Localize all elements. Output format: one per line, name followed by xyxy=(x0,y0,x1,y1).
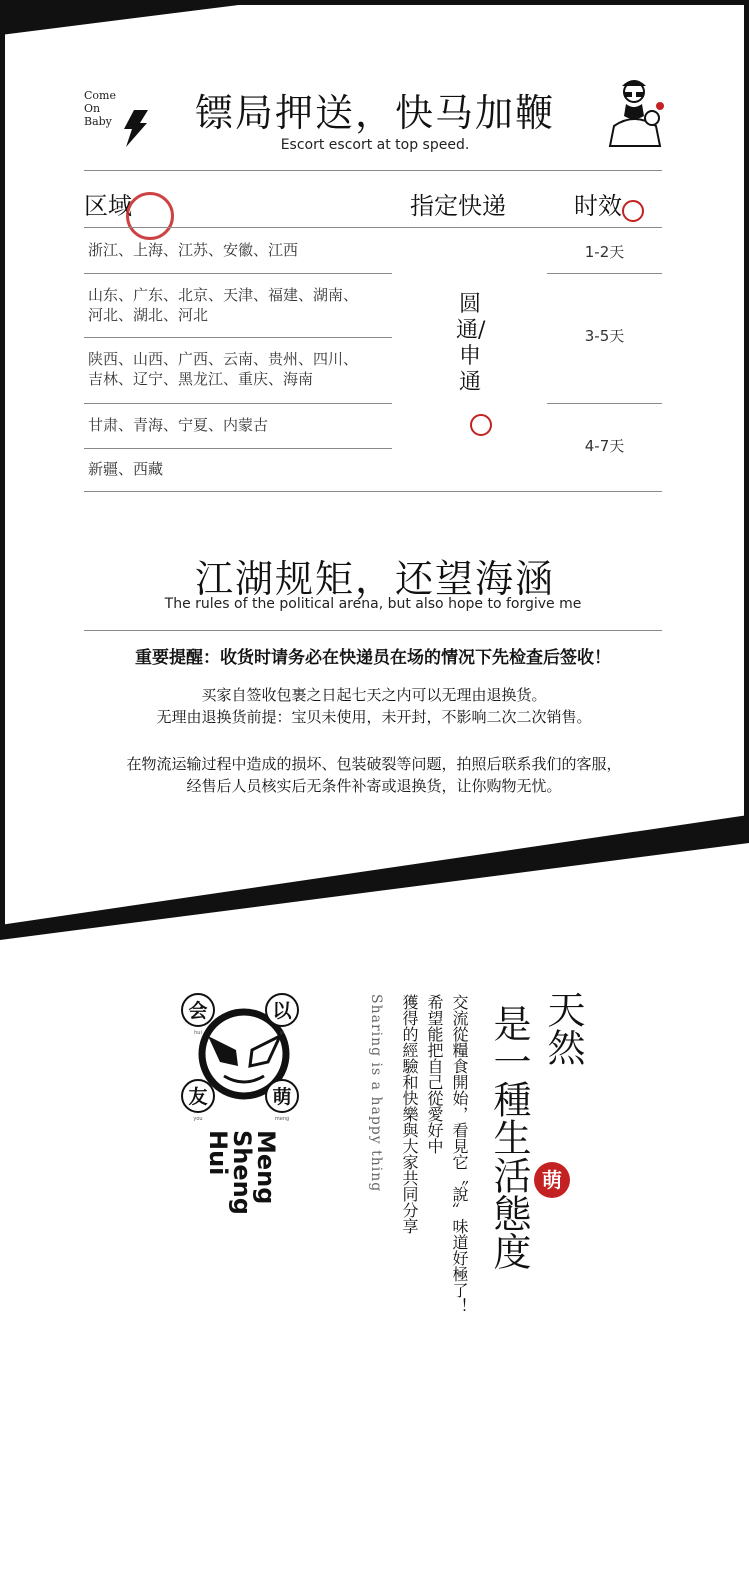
logo-pinyin: meng xyxy=(274,1116,290,1122)
table-top-rule xyxy=(84,170,662,171)
poem-col-gain: 獲得的經驗和快樂與大家共同分享 xyxy=(400,994,419,1234)
poem-col-natural: 天然 xyxy=(541,990,585,1066)
region-red-stamp xyxy=(126,192,174,240)
region-row-2 xyxy=(88,285,358,325)
time-row-2: 3-5天 xyxy=(584,327,625,345)
poem-col-attitude: 是一種生活態度 xyxy=(487,1004,531,1270)
brand-name-line: Sheng xyxy=(228,1130,256,1215)
region-row-1 xyxy=(88,240,298,260)
time-red-stamp xyxy=(622,200,644,222)
region-divider xyxy=(84,337,392,338)
meng-red-seal: 萌 xyxy=(534,1162,570,1198)
time-row-3: 4-7天 xyxy=(584,437,625,455)
time-row-1: 1-2天 xyxy=(584,243,625,261)
logo-char: 萌 xyxy=(272,1086,292,1108)
time-divider xyxy=(547,273,662,274)
rules-rule xyxy=(84,630,662,631)
region-row-4 xyxy=(88,415,268,435)
important-notice: 重要提醒：收货时请务必在快递员在场的情况下先检查后签收！ xyxy=(135,648,611,668)
damage-policy xyxy=(70,753,678,797)
policy-line: 经售后人员核实后无条件补寄或退换货，让你购物无忧。 xyxy=(186,777,562,795)
time-divider xyxy=(547,403,662,404)
page-subtitle: Escort escort at top speed. xyxy=(280,137,470,153)
poem-col-hope: 希望能把自己從愛好中 xyxy=(425,994,444,1154)
table-bottom-rule xyxy=(84,491,662,492)
region-line: 山东、广东、北京、天津、福建、湖南、 xyxy=(88,286,359,304)
policy-line: 在物流运输过程中造成的损坏、包装破裂等问题，拍照后联系我们的客服， xyxy=(126,755,622,773)
logo-pinyin: you xyxy=(193,1116,203,1122)
rules-subtitle: The rules of the political arena, but also hope to forgive me xyxy=(164,596,582,612)
page-title: 镖局押送，快马加鞭 xyxy=(194,91,555,135)
return-policy xyxy=(70,684,678,728)
baby-word: Baby xyxy=(84,115,112,128)
policy-line: 买家自签收包裹之日起七天之内可以无理由退换货。 xyxy=(201,686,547,704)
table-header-rule xyxy=(84,227,662,228)
brand-name-line: Hui xyxy=(204,1130,232,1176)
region-row-3 xyxy=(88,349,358,389)
page-title-block xyxy=(150,82,600,153)
rules-title: 江湖规矩，还望海涵 xyxy=(194,557,555,601)
logo-char: 友 xyxy=(188,1086,208,1108)
region-line: 河北、湖北、河北 xyxy=(88,306,209,324)
region-divider xyxy=(84,403,392,404)
col-time-header: 时效 xyxy=(574,192,622,220)
logo-pinyin: hui xyxy=(194,1030,202,1036)
brand-logo-icon xyxy=(180,992,308,1122)
region-line: 新疆、西藏 xyxy=(88,460,164,478)
region-line: 陕西、山西、广西、云南、贵州、四川、 xyxy=(88,350,359,368)
mascot-icon xyxy=(604,76,668,148)
col-express-header: 指定快递 xyxy=(410,192,506,220)
region-line: 吉林、辽宁、黑龙江、重庆、海南 xyxy=(88,370,314,388)
sharing-tagline: Sharing is a happy thing xyxy=(368,994,384,1193)
express-red-stamp xyxy=(470,414,492,436)
region-divider xyxy=(84,273,392,274)
region-line: 甘肃、青海、宁夏、内蒙古 xyxy=(88,416,269,434)
on-word: On xyxy=(84,102,101,115)
come-on-baby xyxy=(84,89,116,128)
rules-title-block xyxy=(150,548,600,603)
brand-name xyxy=(196,1130,286,1230)
logo-char: 以 xyxy=(272,1000,292,1022)
policy-line: 无理由退换货前提：宝贝未使用，未开封，不影响二次二次销售。 xyxy=(156,708,592,726)
come-word: Come xyxy=(84,89,116,102)
logo-pinyin: yi xyxy=(279,1030,285,1036)
region-line: 浙江、上海、江苏、安徽、江西 xyxy=(88,241,299,259)
poem-col-exchange: 交流從糧食開始，看見它〝說〞味道好極了！ xyxy=(450,994,469,1314)
logo-char: 会 xyxy=(188,1000,208,1022)
col-region-header: 区域 xyxy=(84,192,132,220)
region-row-5 xyxy=(88,459,163,479)
region-divider xyxy=(84,448,392,449)
brand-name-line: Meng xyxy=(252,1130,280,1205)
lightning-icon xyxy=(120,108,150,148)
express-carrier: 圆通/申通 xyxy=(456,292,486,395)
